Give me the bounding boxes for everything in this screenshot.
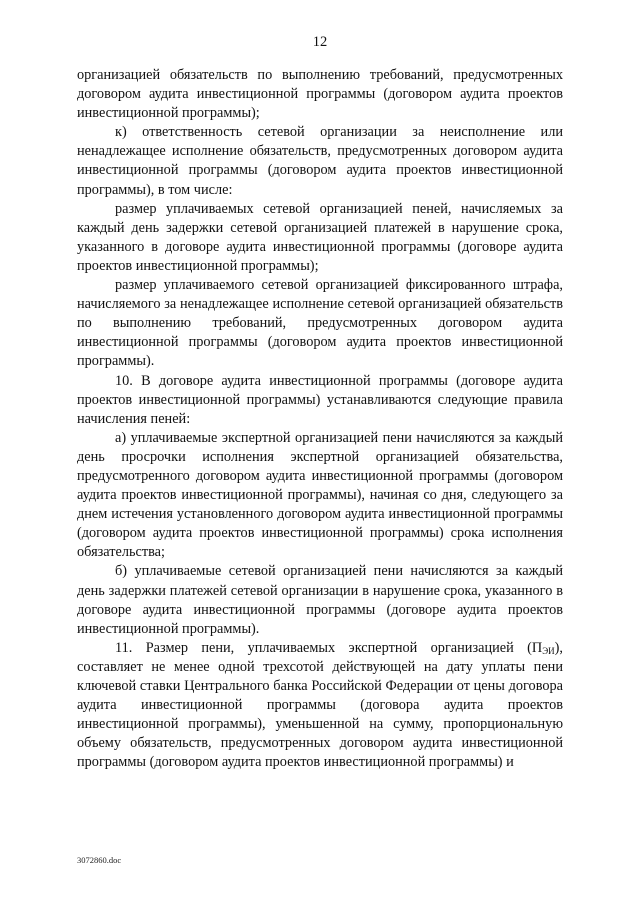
- paragraph-11-subscript: ЭИ: [542, 645, 555, 656]
- paragraph-fixed-fine: размер уплачиваемого сетевой организацией фиксированного штрафа, начисляемого за ненадлежащее исполнение сетевой организацией обязательств по выполнению требований, предусмотренных договором аудита инвестиционной программы (договором аудита проектов инвестиционной программы).: [77, 277, 563, 370]
- paragraph-10a: а) уплачиваемые экспертной организацией пени начисляются за каждый день просрочки исполнения экспертной организацией обязательства, предусмотренного договором аудита инвестиционной программы (договором аудита проектов инвестиционной программы), начиная со дня, следующего за днем истечения установленного договором аудита инвестиционной программы (договором аудита проектов инвестиционной программы) срока исполнения обязательства;: [77, 429, 563, 561]
- paragraph-continuation: организацией обязательств по выполнению требований, предусмотренных договором аудита инвестиционной программы (договором аудита проектов инвестиционной программы);: [77, 67, 563, 122]
- paragraph-k: к) ответственность сетевой организации за неисполнение или ненадлежащее исполнение обязательств, предусмотренных договором аудита инвестиционной программы (договором аудита проектов инвестиционной программы), в том числе:: [77, 124, 563, 198]
- page-number: 12: [312, 34, 328, 50]
- paragraph-10b: б) уплачиваемые сетевой организацией пени начисляются за каждый день задержки платежей сетевой организации в нарушение срока, указанного в договоре аудита инвестиционной программы (договоре аудита проектов инвестиционной программы).: [77, 563, 563, 637]
- paragraph-11-end: ), составляет не менее одной трехсотой действующей на дату уплаты пени ключевой ставки Центрального банка Российской Федерации от цены договора аудита инвестиционной программы (договора аудита проектов инвестиционной программы), уменьшенной на сумму, пропорциональную объему обязательств, предусмотренных договором аудита инвестиционной программы (договором аудита проектов инвестиционной программы) и: [77, 639, 563, 771]
- document-body: [77, 66, 563, 772]
- paragraph-11: [77, 639, 563, 773]
- paragraph-11-start: 11. Размер пени, уплачиваемых экспертной организацией (П: [115, 639, 543, 656]
- footer-filename: 3072860.doc: [77, 855, 122, 865]
- paragraph-10: 10. В договоре аудита инвестиционной программы (договоре аудита проектов инвестиционной программы) устанавливаются следующие правила начисления пеней:: [77, 372, 563, 427]
- paragraph-penalty-size: размер уплачиваемых сетевой организацией пеней, начисляемых за каждый день задержки сетевой организацией платежей в нарушение срока, указанного в договоре аудита инвестиционной программы (договоре аудита проектов инвестиционной программы);: [77, 200, 563, 274]
